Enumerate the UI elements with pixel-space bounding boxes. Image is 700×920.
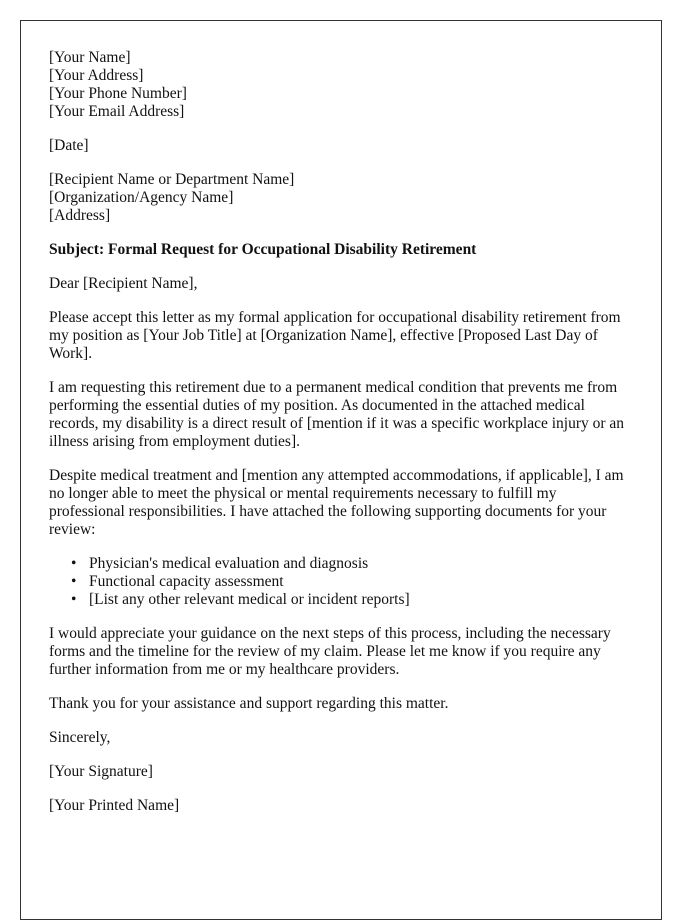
signature: [Your Signature] <box>49 763 153 780</box>
sender-address: [Your Address] <box>49 67 144 84</box>
body-paragraph-2: I am requesting this retirement due to a permanent medical condition that prevents me from performing the essential duties of my position. As documented in the attached medical records, my disability is a direct result of [mention if it was a specific workplace injury or an illness arising from employment duties]. <box>49 379 625 450</box>
date-block <box>49 137 633 155</box>
recipient-address: [Address] <box>49 207 111 224</box>
list-item: • Physician's medical evaluation and diagnosis <box>89 555 633 573</box>
supporting-documents-list <box>49 555 633 609</box>
letter-date: [Date] <box>49 137 89 154</box>
sender-name: [Your Name] <box>49 49 131 66</box>
sender-phone: [Your Phone Number] <box>49 85 187 102</box>
recipient-organization: [Organization/Agency Name] <box>49 189 234 206</box>
subject-line: Subject: Formal Request for Occupational Disability Retirement <box>49 241 477 258</box>
sender-email: [Your Email Address] <box>49 103 185 120</box>
closing-paragraph-1: I would appreciate your guidance on the next steps of this process, including the necessary forms and the timeline for the review of my claim. Please let me know if you require any further information from me or my healthcare providers. <box>49 625 611 678</box>
letter-page <box>20 20 662 920</box>
sender-block <box>49 49 633 121</box>
list-item: • [List any other relevant medical or incident reports] <box>89 591 633 609</box>
closing-paragraph-2: Thank you for your assistance and support regarding this matter. <box>49 695 449 712</box>
sign-off: Sincerely, <box>49 729 111 746</box>
list-item: • Functional capacity assessment <box>89 573 633 591</box>
body-paragraph-3: Despite medical treatment and [mention any attempted accommodations, if applicable], I am no longer able to meet the physical or mental requirements necessary to fulfill my professional responsibilities. I have attached the following supporting documents for your review: <box>49 467 624 538</box>
salutation: Dear [Recipient Name], <box>49 275 198 292</box>
body-paragraph-1: Please accept this letter as my formal application for occupational disability retirement from my position as [Your Job Title] at [Organization Name], effective [Proposed Last Day of Work]. <box>49 309 621 362</box>
printed-name: [Your Printed Name] <box>49 797 180 814</box>
recipient-block <box>49 171 633 225</box>
recipient-name: [Recipient Name or Department Name] <box>49 171 295 188</box>
document-viewport <box>20 20 662 814</box>
